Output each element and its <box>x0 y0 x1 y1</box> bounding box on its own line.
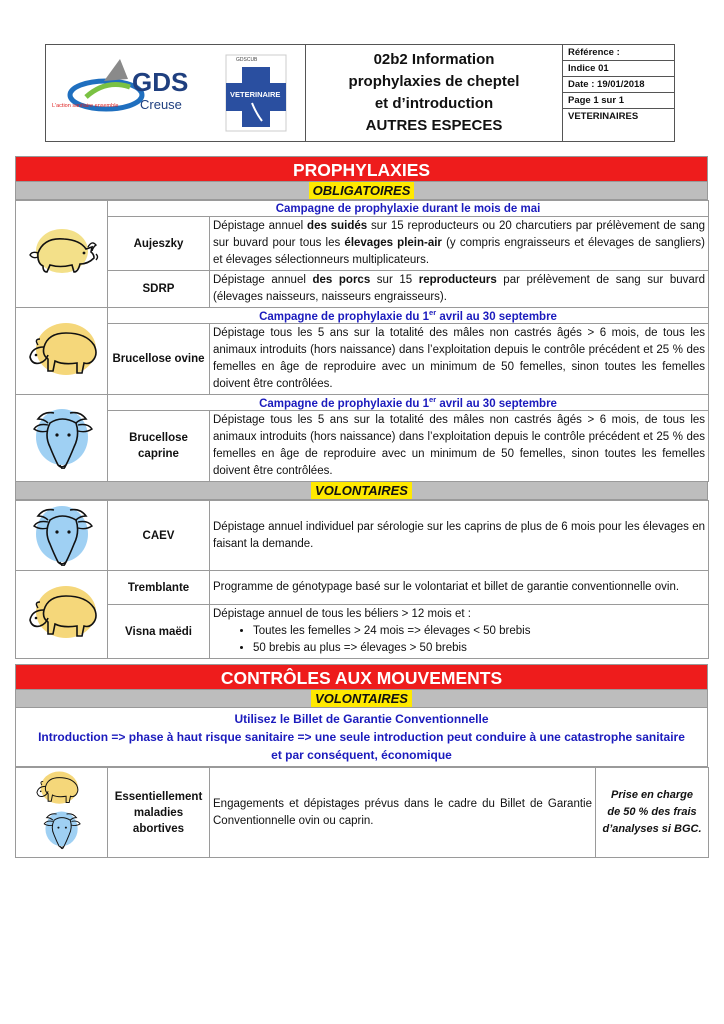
document-title <box>306 45 563 141</box>
disease-tremblante: Tremblante <box>108 571 210 605</box>
risk-line: Introduction => phase à haut risque sanitaire => une seule introduction peut conduire à une catastrophe sanitaire et par conséquent, économique <box>38 730 685 762</box>
bgc-description: Engagements et dépistages prévus dans le cadre du Billet de Garantie Conventionnelle ovin ou caprin. <box>210 768 596 858</box>
campaign-ovin: Campagne de prophylaxie du 1er avril au 30 septembre <box>108 308 709 324</box>
logo-text: GDS <box>132 67 189 97</box>
goat-icon <box>24 405 100 469</box>
index-label: Indice 01 <box>563 61 674 77</box>
title-line: prophylaxies de cheptel <box>348 73 520 90</box>
volontaires-label: VOLONTAIRES <box>311 690 412 707</box>
list-item: • Toutes les femelles > 24 mois => élevages < 50 brebis <box>253 623 705 640</box>
logo-tagline: L'action sanitaire ensemble <box>52 103 119 109</box>
gds-logo <box>46 45 305 141</box>
disease-visna-maedi: Visna maëdi <box>108 605 210 659</box>
mouvements-volontaires-bar <box>15 690 708 708</box>
page-label: Page 1 sur 1 <box>563 93 674 109</box>
volontaires-table <box>15 500 709 659</box>
title-line: et d’introduction <box>374 95 494 112</box>
volontaires-label: VOLONTAIRES <box>311 482 412 499</box>
document-header <box>45 44 675 142</box>
tremblante-description: Programme de génotypage basé sur le volontariat et billet de garantie conventionnelle ovin. <box>210 571 709 605</box>
sheep-icon <box>22 582 102 644</box>
disease-sdrp: SDRP <box>108 271 210 308</box>
logo-area <box>46 45 306 141</box>
logo-sub: Creuse <box>140 97 182 112</box>
audience-label: VETERINAIRES <box>568 111 639 122</box>
prophylaxies-title: PROPHYLAXIES <box>15 156 708 182</box>
mouvements-section <box>15 664 708 858</box>
animals-cell <box>16 768 108 858</box>
disease-aujeszky: Aujeszky <box>108 217 210 271</box>
prise-en-charge-note: Prise en charge de 50 % des frais d’analyses si BGC. <box>596 768 709 858</box>
visna-description: Dépistage annuel de tous les béliers > 12 mois et : • Toutes les femelles > 24 mois => élevages < 50 brebis • 50 brebis au plus => élevages > 50 brebis <box>210 605 709 659</box>
disease-caev: CAEV <box>108 501 210 571</box>
mouvements-table <box>15 767 709 858</box>
sheep-icon <box>22 319 102 381</box>
reference-box <box>563 45 674 141</box>
goat-cell <box>16 501 108 571</box>
veterinaire-badge <box>226 55 286 131</box>
goat-cell <box>16 395 108 482</box>
list-item: • 50 brebis au plus => élevages > 50 brebis <box>253 640 705 657</box>
prophylaxies-section <box>15 156 708 659</box>
sdrp-description: Dépistage annuel des porcs sur 15 reproducteurs par prélèvement de sang sur buvard (élevages naisseurs, naisseurs engraisseurs). <box>210 271 709 308</box>
mouvements-title: CONTRÔLES AUX MOUVEMENTS <box>15 664 708 690</box>
sheep-cell <box>16 308 108 395</box>
obligatoires-label: OBLIGATOIRES <box>309 182 415 199</box>
volontaires-bar <box>15 482 708 500</box>
brucellose-caprine-description: Dépistage tous les 5 ans sur la totalité des mâles non castrés âgés > 6 mois, de tous les animaux introduits (hors naissance) dans l’exploitation depuis le contrôle précédent et 25 % des femelles en âge de reproduire avec un minimum de 50 femelles, sinon toutes les femelles doivent être contrôlées. <box>210 411 709 482</box>
disease-brucellose-ovine: Brucellose ovine <box>108 324 210 395</box>
obligatoires-table <box>15 200 709 482</box>
date-label: Date : 19/01/2018 <box>563 77 674 93</box>
svg-text:GDSCUB: GDSCUB <box>236 57 258 63</box>
pig-icon <box>22 223 102 283</box>
title-line: AUTRES ESPECES <box>365 117 503 134</box>
aujeszky-description: Dépistage annuel des suidés sur 15 reproducteurs ou 20 charcutiers par prélèvement de sang sur buvard pour tous les élevages plein-air (y compris engraisseurs et élevages de sangliers) et élevages sélectionneurs multiplicateurs. <box>210 217 709 271</box>
caev-description: Dépistage annuel individuel par sérologie sur les caprins de plus de 6 mois pour les élevages en faisant la demande. <box>210 501 709 571</box>
disease-brucellose-caprine: Brucellose caprine <box>108 411 210 482</box>
campaign-may: Campagne de prophylaxie durant le mois de mai <box>108 201 709 217</box>
mouvements-warning <box>15 708 708 767</box>
bgc-line: Utilisez le Billet de Garantie Conventionnelle <box>234 712 489 726</box>
pig-cell <box>16 201 108 308</box>
sheep-cell <box>16 571 108 659</box>
svg-text:VETERINAIRE: VETERINAIRE <box>230 90 281 99</box>
brucellose-ovine-description: Dépistage tous les 5 ans sur la totalité des mâles non castrés âgés > 6 mois, de tous les animaux introduits (hors naissance) dans l’exploitation depuis le contrôle précédent et 25 % des femelles en âge de reproduire avec un minimum de 50 femelles, sinon toutes les femelles doivent être contrôlées. <box>210 324 709 395</box>
goat-icon <box>24 502 100 566</box>
reference-label: Référence : <box>563 45 674 61</box>
sheep-goat-icon <box>32 769 92 853</box>
title-line: 02b2 Information <box>373 51 495 68</box>
obligatoires-bar <box>15 182 708 200</box>
campaign-caprin: Campagne de prophylaxie du 1er avril au 30 septembre <box>108 395 709 411</box>
disease-maladies-abortives: Essentiellement maladies abortives <box>108 768 210 858</box>
